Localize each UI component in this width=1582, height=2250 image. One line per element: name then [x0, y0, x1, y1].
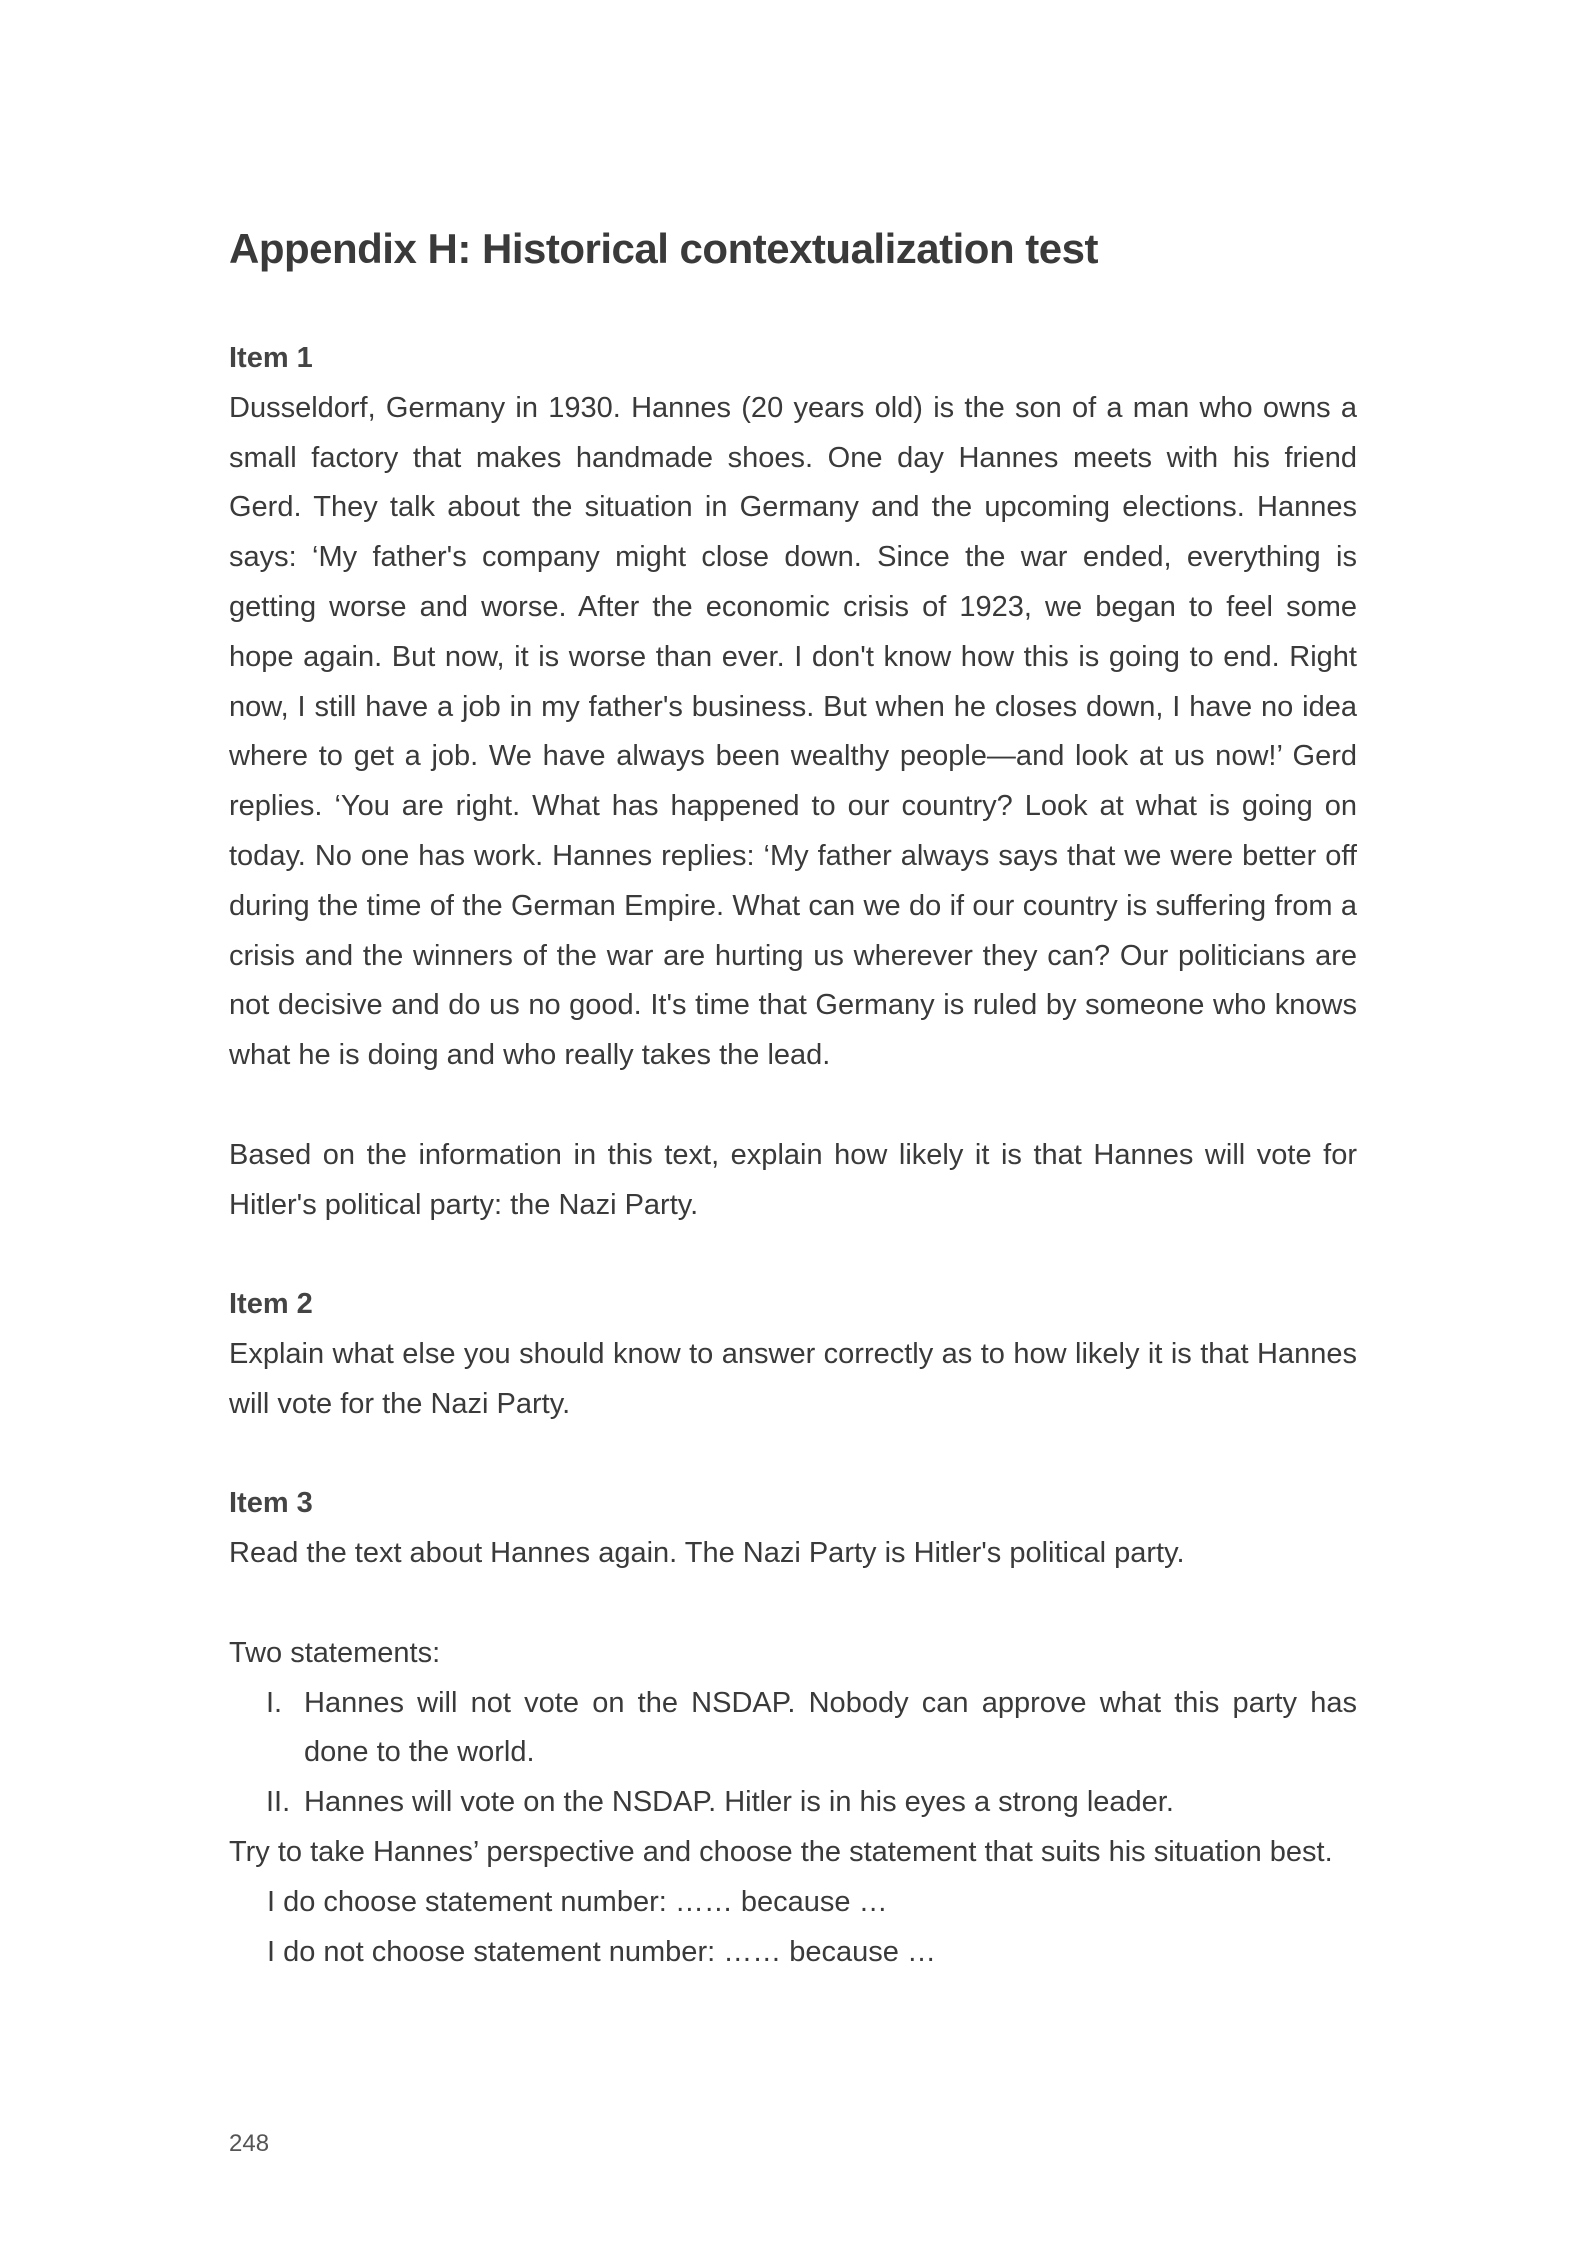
page-title: Appendix H: Historical contextualization test	[229, 225, 1098, 272]
item-3-heading: Item 3	[229, 1487, 313, 1520]
item-1-heading: Item 1	[229, 342, 313, 374]
choose-line: I do choose statement number: …… because …	[267, 1885, 888, 1918]
statement-item	[229, 1778, 1357, 1828]
statements-label: Two statements:	[229, 1636, 441, 1669]
statement-number: II.	[266, 1786, 291, 1819]
item-3-instruction: Try to take Hannes’ perspective and choose the statement that suits his situation best.	[229, 1835, 1333, 1868]
statement-number: I.	[266, 1686, 283, 1719]
item-2-text: Explain what else you should know to answer correctly as to how likely it is that Hannes will vote for the Nazi Party.	[229, 1337, 1357, 1420]
not-choose-line: I do not choose statement number: …… because …	[267, 1935, 936, 1968]
item-1-text: Dusseldorf, Germany in 1930. Hannes (20 years old) is the son of a man who owns a small factory that makes handmade shoes. One day Hannes meets with his friend Gerd. They talk about the situation in Germany and the upcoming elections. Hannes says: ‘My father's company might close down. Since the war ended, everything is getting worse and worse. After the economic crisis of 1923, we began to feel some hope again. But now, it is worse than ever. I don't know how this is going to end. Right now, I still have a job in my father's business. But when he closes down, I have no idea where to get a job. We have always been wealthy people—and look at us now!’ Gerd replies. ‘You are right. What has happened to our country? Look at what is going on today. No one has work. Hannes replies: ‘My father always says that we were better off during the time of the German Empire. What can we do if our country is suffering from a crisis and the winners of the war are hurting us wherever they can? Our politicians are not decisive and do us no good. It's time that Germany is ruled by someone who knows what he is doing and who really takes the lead.	[229, 391, 1357, 1072]
statements-list	[229, 1679, 1357, 1828]
item-1-question: Based on the information in this text, explain how likely it is that Hannes will vote for Hitler's political party: the Nazi Party.	[229, 1138, 1357, 1221]
item-2-heading: Item 2	[229, 1288, 313, 1321]
statement-text: Hannes will not vote on the NSDAP. Nobody can approve what this party has done to the world.	[304, 1686, 1357, 1769]
statement-text: Hannes will vote on the NSDAP. Hitler is in his eyes a strong leader.	[304, 1786, 1174, 1819]
page-number: 248	[229, 2130, 270, 2157]
item-3-intro: Read the text about Hannes again. The Nazi Party is Hitler's political party.	[229, 1537, 1185, 1570]
statement-item	[229, 1679, 1357, 1779]
content-body	[229, 334, 1357, 1977]
